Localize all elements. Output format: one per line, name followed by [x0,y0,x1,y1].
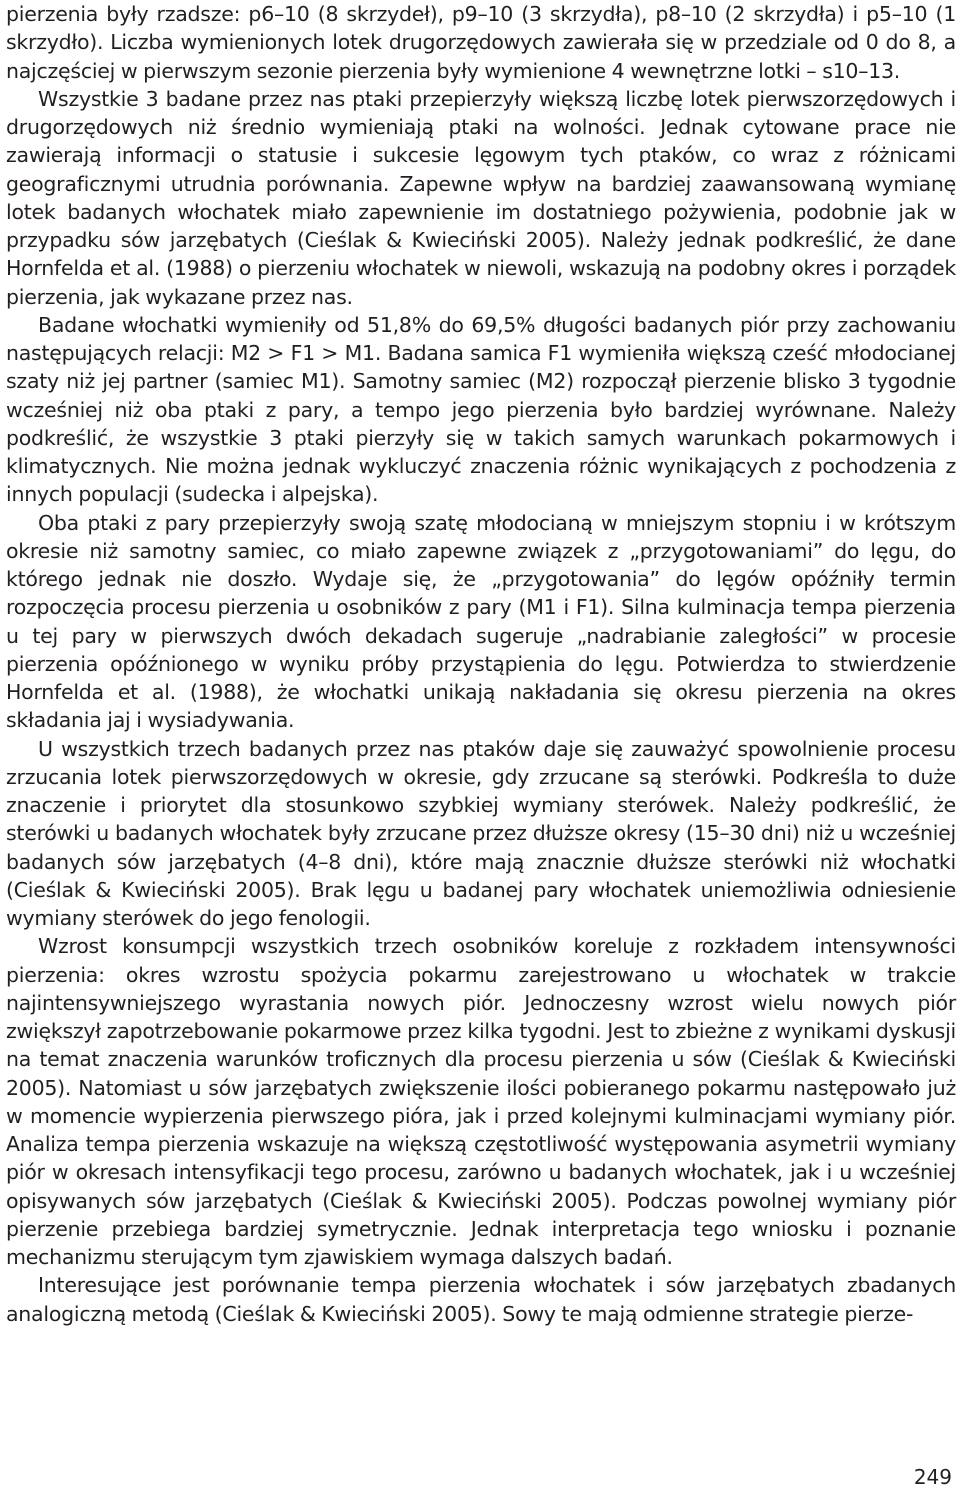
paragraph-feather-length: Badane włochatki wymieniły od 51,8% do 69,5% długości badanych piór przy zachowaniu następujących relacji: M2 > F1 > M1. Badana samica F1 wymieniła większą cześć młodocianej szaty niż jej partner (samiec M1). Samotny samiec (M2) rozpoczął pierzenie blisko 3 tygodnie wcześniej niż oba ptaki z pary, a tempo jego pierzenia było bardziej wyrównane. Należy podkreślić, że wszystkie 3 ptaki pierzyły się w takich samych warunkach pokarmowych i klimatycznych. Nie można jednak wykluczyć znaczenia różnic wynikających z pochodzenia z innych populacji (sudecka i alpejska). [6,312,956,507]
paragraph-continuation: pierzenia były rzadsze: p6–10 (8 skrzydeł), p9–10 (3 skrzydła), p8–10 (2 skrzydła) i p5–10 (1 skrzydło). Liczba wymienionych lotek drugorzędowych zawierała się w przedziale od 0 do 8, a najczęściej w pierwszym sezonie pierzenia były wymienione 4 wewnętrzne lotki – s10–13. [6,2,956,83]
paragraph-comparison-owls: Interesujące jest porównanie tempa pierzenia włochatek i sów jarzębatych zbadanych analogiczną metodą (Cieślak & Kwieciński 2005). Sowy te mają odmienne strategie pierze- [6,1273,956,1326]
page-body [6,0,956,1328]
paragraph-food-consumption: Wzrost konsumpcji wszystkich trzech osobników koreluje z rozkładem intensywności pierzenia: okres wzrostu spożycia pokarmu zarejestrowano u włochatek w trakcie najintensywniejszego wyrastania nowych piór. Jednoczesny wzrost wielu nowych piór zwiększył zapotrzebowanie pokarmowe przez kilka tygodni. Jest to zbieżne z wynikami dyskusji na temat znaczenia warunków troficznych dla procesu pierzenia u sów (Cieślak & Kwieciński 2005). Natomiast u sów jarzębatych zwiększenie ilości pobieranego pokarmu następowało już w momencie wypierzenia pierwszego pióra, jak i przed kolejnymi kulminacjami wymiany piór. Analiza tempa pierzenia wskazuje na większą częstotliwość występowania asymetrii wymiany piór w okresach intensyfikacji tego procesu, zarówno u badanych włochatek, jak i u wcześniej opisywanych sów jarzębatych (Cieślak & Kwieciński 2005). Podczas powolnej wymiany piór pierzenie przebiega bardziej symetrycznie. Jednak interpretacja tego wniosku i poznanie mechanizmu sterującym tym zjawiskiem wymaga dalszych badań. [6,934,956,1269]
paragraph-lotki-comparison: Wszystkie 3 badane przez nas ptaki przepierzyły większą liczbę lotek pierwszorzędowych i drugorzędowych niż średnio wymieniają ptaki na wolności. Jednak cytowane prace nie zawierają informacji o statusie i sukcesie lęgowym tych ptaków, co wraz z różnicami geograficznymi utrudnia porównania. Zapewne wpływ na bardziej zaawansowaną wymianę lotek badanych włochatek miało zapewnienie im dostatniego pożywienia, podobnie jak w przypadku sów jarzębatych (Cieślak & Kwieciński 2005). Należy jednak podkreślić, że dane Hornfelda et al. (1988) o pierzeniu włochatek w niewoli, wskazują na podobny okres i porządek pierzenia, jak wykazane przez nas. [6,86,956,309]
paragraph-pair-preparation: Oba ptaki z pary przepierzyły swoją szatę młodocianą w mniejszym stopniu i w krótszym okresie niż samotny samiec, co miało zapewne związek z „przygotowaniami” do lęgu, do którego jednak nie doszło. Wydaje się, że „przygotowania” do lęgów opóźniły termin rozpoczęcia procesu pierzenia u osobników z pary (M1 i F1). Silna kulminacja tempa pierzenia u tej pary w pierwszych dwóch dekadach sugeruje „nadrabianie zaległości” w procesie pierzenia opóźnionego w wyniku próby przystąpienia do lęgu. Potwierdza to stwierdzenie Hornfelda et al. (1988), że włochatki unikają nakładania się okresu pierzenia na okres składania jaj i wysiadywania. [6,510,956,733]
paragraph-tail-feathers: U wszystkich trzech badanych przez nas ptaków daje się zauważyć spowolnienie procesu zrzucania lotek pierwszorzędowych w okresie, gdy zrzucane są sterówki. Podkreśla to duże znaczenie i priorytet dla stosunkowo szybkiej wymiany sterówek. Należy podkreślić, że sterówki u badanych włochatek były zrzucane przez dłuższe okresy (15–30 dni) niż u wcześniej badanych sów jarzębatych (4–8 dni), które mają znacznie dłuższe sterówki niż włochatki (Cieślak & Kwieciński 2005). Brak lęgu u badanej pary włochatek uniemożliwia odniesienie wymiany sterówek do jego fenologii. [6,736,956,930]
page-number: 249 [913,1465,952,1489]
